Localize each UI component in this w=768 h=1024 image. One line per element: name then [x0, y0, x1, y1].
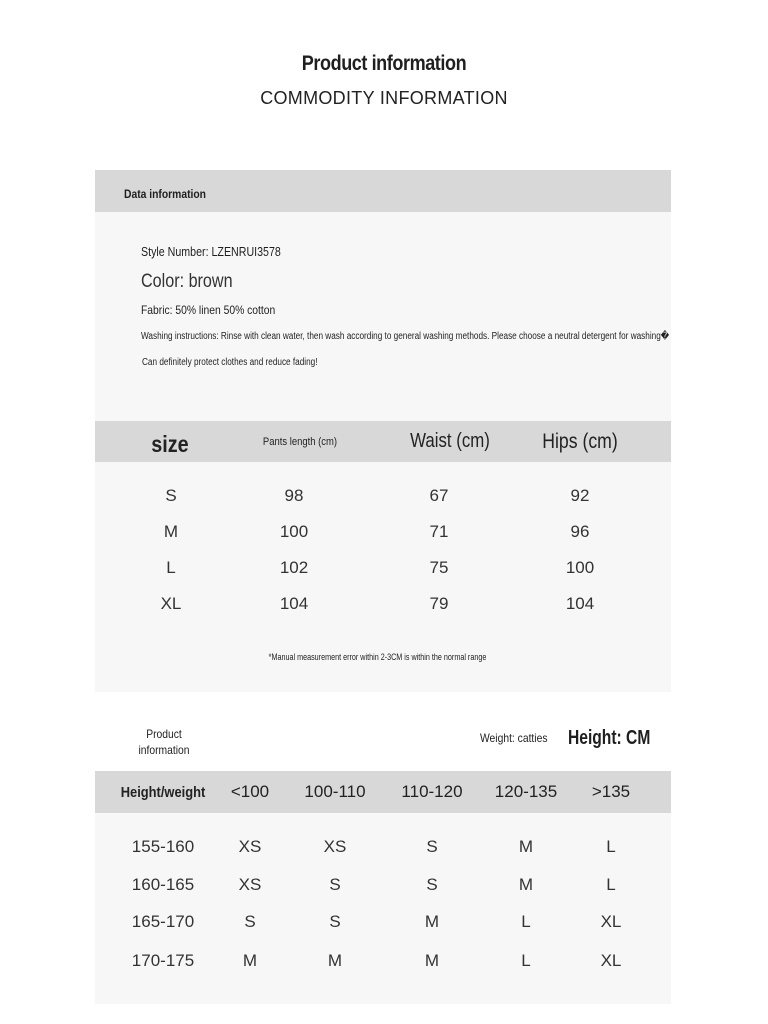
- size-table-cell: 98: [284, 486, 304, 505]
- color-info: Color: brown: [141, 271, 233, 292]
- height-weight-cell: 160-165: [131, 875, 195, 894]
- hips-column-header: Hips (cm): [542, 429, 618, 453]
- height-weight-cell: XS: [238, 875, 262, 894]
- height-weight-cell: XL: [600, 912, 622, 931]
- height-weight-cell: M: [518, 837, 534, 856]
- height-weight-cell: XL: [600, 951, 622, 970]
- size-table-cell: 102: [279, 558, 309, 577]
- height-weight-cell: L: [521, 912, 531, 931]
- size-table-cell: 75: [429, 558, 449, 577]
- fabric-info: Fabric: 50% linen 50% cotton: [141, 303, 276, 317]
- height-weight-cell: M: [518, 875, 534, 894]
- size-table-cell: L: [166, 558, 176, 577]
- over-135-col-header: >135: [591, 782, 631, 801]
- height-weight-cell: S: [426, 875, 438, 894]
- height-unit-label: Height: CM: [568, 727, 651, 749]
- washing-instructions-continued: Can definitely protect clothes and reduce fading!: [142, 357, 318, 368]
- measurement-note: *Manual measurement error within 2-3CM is within the normal range: [268, 652, 487, 662]
- page-subtitle: COMMODITY INFORMATION: [260, 88, 508, 108]
- waist-column-header: Waist (cm): [410, 430, 490, 452]
- height-weight-col-header: Height/weight: [120, 783, 206, 801]
- size-table-cell: 71: [429, 522, 449, 541]
- height-weight-cell: S: [244, 912, 256, 931]
- style-number: Style Number: LZENRUI3578: [141, 244, 281, 259]
- size-table-cell: S: [165, 486, 177, 505]
- height-weight-cell: S: [329, 912, 341, 931]
- size-table-cell: 96: [570, 522, 590, 541]
- height-weight-cell: S: [329, 875, 341, 894]
- height-weight-cell: 155-160: [131, 837, 195, 856]
- weight-unit-label: Weight: catties: [480, 731, 548, 745]
- under-100-col-header: <100: [230, 782, 270, 801]
- height-weight-cell: M: [424, 951, 440, 970]
- pants-length-column-header: Pants length (cm): [262, 435, 338, 448]
- size-table-cell: 92: [570, 486, 590, 505]
- height-weight-cell: 170-175: [131, 951, 195, 970]
- data-info-label: Data information: [124, 187, 206, 201]
- size-table-cell: 104: [565, 594, 595, 613]
- height-weight-cell: L: [606, 837, 616, 856]
- product-info-label: Product information: [138, 727, 190, 757]
- height-weight-cell: XS: [323, 837, 347, 856]
- height-weight-cell: M: [327, 951, 343, 970]
- height-weight-cell: L: [606, 875, 616, 894]
- size-table-cell: XL: [160, 594, 182, 613]
- page-title: Product information: [301, 52, 467, 75]
- 100-110-col-header: 100-110: [304, 782, 366, 801]
- size-table-cell: 104: [279, 594, 309, 613]
- height-weight-cell: M: [424, 912, 440, 931]
- size-table-cell: M: [163, 522, 179, 541]
- size-table-cell: 100: [279, 522, 309, 541]
- size-table-cell: 100: [565, 558, 595, 577]
- 120-135-col-header: 120-135: [494, 782, 558, 801]
- size-table-cell: 67: [429, 486, 449, 505]
- washing-instructions: Washing instructions: Rinse with clean water, then wash according to general washing methods. Please choose a neutral detergent for washing�: [141, 331, 670, 342]
- height-weight-cell: L: [521, 951, 531, 970]
- 110-120-col-header: 110-120: [401, 782, 463, 801]
- height-weight-cell: XS: [238, 837, 262, 856]
- height-weight-cell: S: [426, 837, 438, 856]
- size-column-header: size: [151, 431, 189, 457]
- size-table-cell: 79: [429, 594, 449, 613]
- height-weight-cell: 165-170: [131, 912, 195, 931]
- height-weight-cell: M: [242, 951, 258, 970]
